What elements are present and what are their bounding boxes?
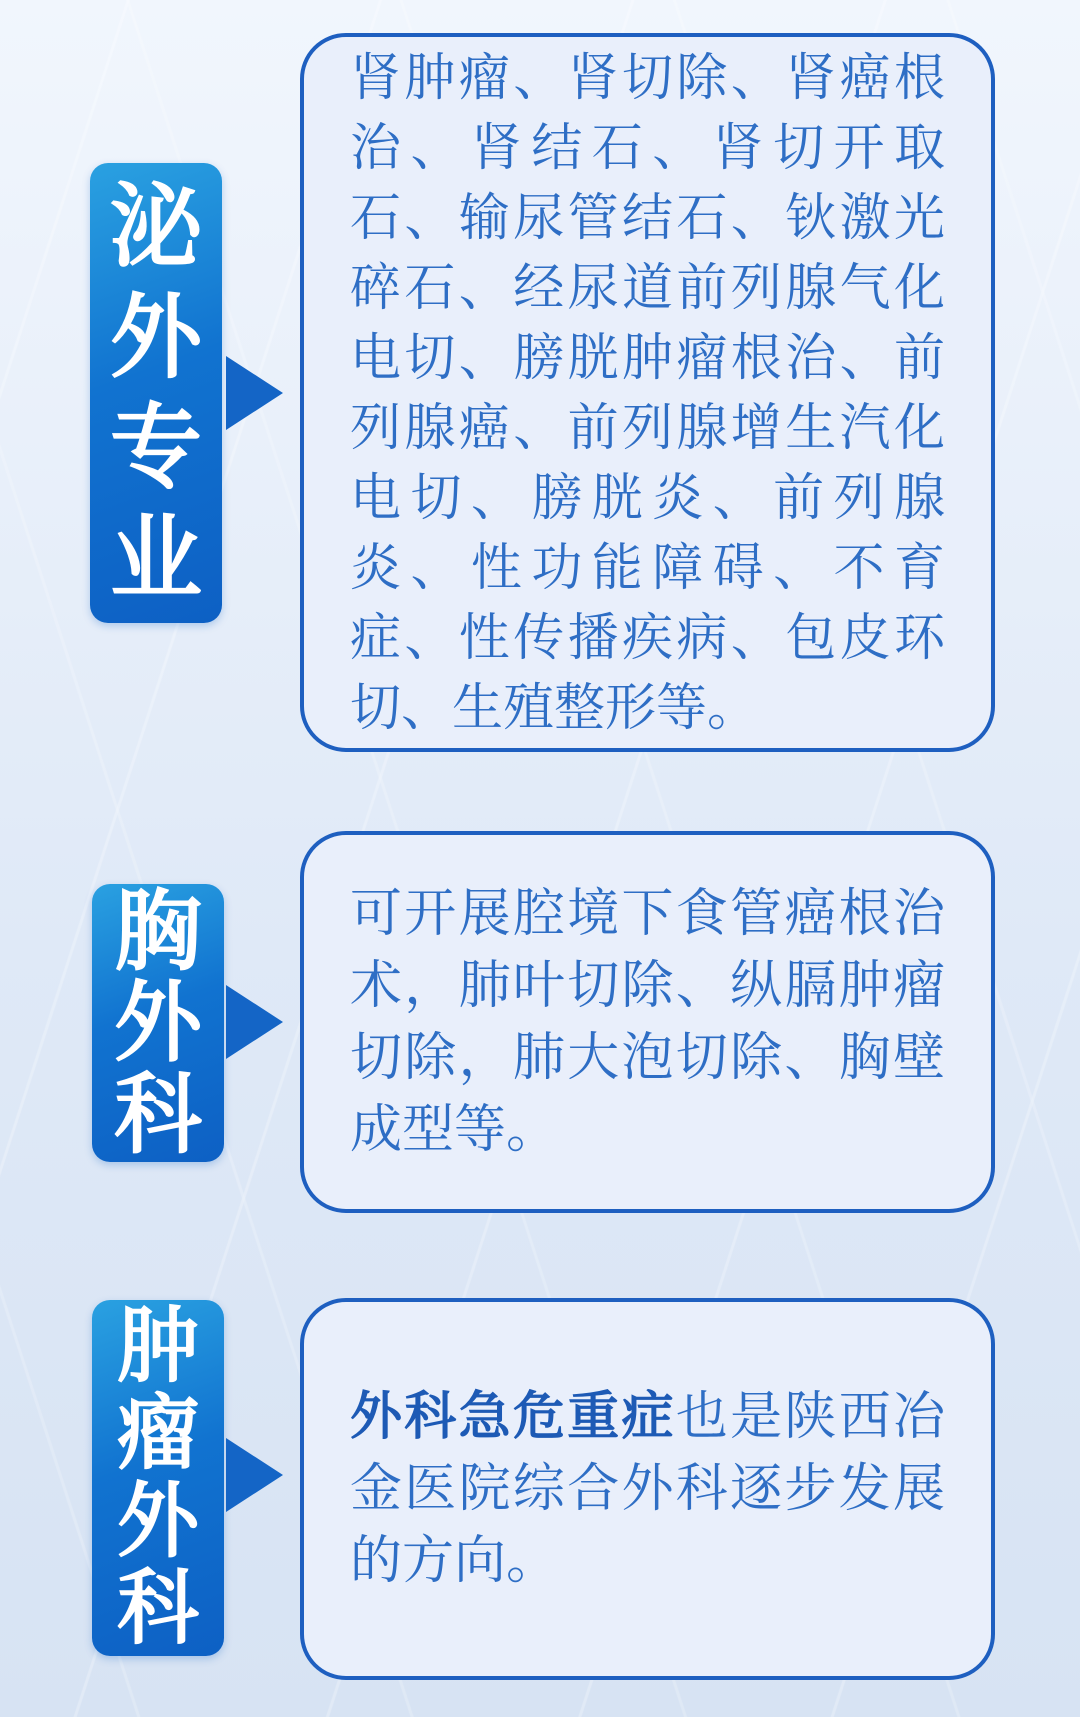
section-label-urology [90,163,222,623]
text-run-bold: 外科急危重症 [350,1388,676,1446]
text-run: 也是陕西冶金医院综合外科逐步发展的方向。 [350,1388,945,1590]
arrow-right-icon [226,1438,283,1512]
text-run: 可开展腔境下食管癌根治术，肺叶切除、纵膈肿瘤切除，肺大泡切除、胸壁成型等。 [350,885,945,1159]
text-run: 肾肿瘤、肾切除、肾癌根治、肾结石、肾切开取石、输尿管结石、钬激光碎石、经尿道前列腺气化电切、膀胱肿瘤根治、前列腺癌、前列腺增生汽化电切、膀胱炎、前列腺炎、性功能障碍、不育症、性传播疾病、包皮环切、生殖整形等。 [350,48,945,736]
content-box-urology [300,33,995,752]
section-label-urology-text: 泌 外 专 业 [109,176,202,610]
section-label-oncology [92,1300,224,1656]
content-text-oncology [304,1381,991,1597]
content-text-thoracic [304,878,991,1166]
section-label-thoracic-text: 胸 外 科 [113,881,202,1164]
content-text-urology [304,43,991,743]
content-box-thoracic [300,831,995,1213]
arrow-right-icon [226,985,283,1059]
arrow-right-icon [226,356,283,430]
section-label-oncology-text: 肿 瘤 外 科 [116,1300,199,1655]
content-box-oncology [300,1298,995,1680]
section-label-thoracic [92,881,224,1164]
